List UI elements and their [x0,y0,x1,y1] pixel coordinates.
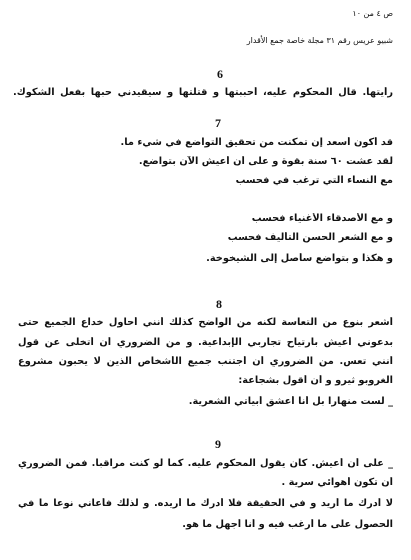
section-8-line-5: _ لست منهارا بل أنا أعشق أبياتي الشعرية. [188,396,393,407]
section-number-6: 6 [217,67,223,81]
section-8-line-3: أنني تعس. من الضروري أن أجتنب جميع الأشخاص الذين لا يحبون مشروع [18,356,393,367]
section-8-line-2: بدعوني أعيش بارتياح تجاربي الإبداعية. و من الضروري أن أتخلى عن قول [18,337,393,348]
section-9-line-2: أن تكون أهوائي سرية . [281,477,393,488]
section-number-7: 7 [215,116,221,130]
section-9-line-3: لا أدرك ما أريد و في الحقيقة فلا أدرك ما أريده. و لذلك فأعاني نوعا ما في [18,498,393,509]
section-7-line-2: لقد عشت ٦٠ سنة بقوة و على أن أعيش الآن بتواضع. [138,156,393,167]
section-9-line-1: _ على أن أعيش. كان يقول المحكوم عليه. كما لو كنت مراقبا. فمن الضروري [18,458,393,469]
section-7-line-4: و مع الأصدقاء الأغنياء فحسب [251,213,393,224]
section-number-8: 8 [216,297,222,311]
section-8-line-4: الغروبو ثيرو و أن أقول بشجاعة: [238,375,393,386]
section-7-line-5: و مع الشعر الحسن التأليف فحسب [227,232,393,243]
running-header: شبيو عريس رقم ٣١ مجلة خاصة جمع الأقدار [246,36,393,45]
section-number-9: 9 [215,437,221,451]
section-6-line-1: رأيتها. قال المحكوم عليه، أحببتها و قتلتها و سيقيدني حبها بفعل الشكوك. [13,87,393,98]
section-7-line-6: و هكذا و بتواضع سأصل إلى الشيخوخة. [206,253,393,264]
section-7-line-1: قد أكون أسعد إن تمكنت من تحقيق التواضع في شيء ما. [120,137,393,148]
section-9-line-4: الحصول على ما أرغب فيه و أنا أجهل ما هو. [182,519,393,530]
page-number: ص ٤ من ١٠ [352,9,393,18]
section-8-line-1: أشعر بنوع من التعاسة لكنه من الواضح كذلك أنني أحاول خداع الجميع حتى [18,317,393,328]
section-7-line-3: مع النساء التي ترغب في فحسب [235,175,393,186]
